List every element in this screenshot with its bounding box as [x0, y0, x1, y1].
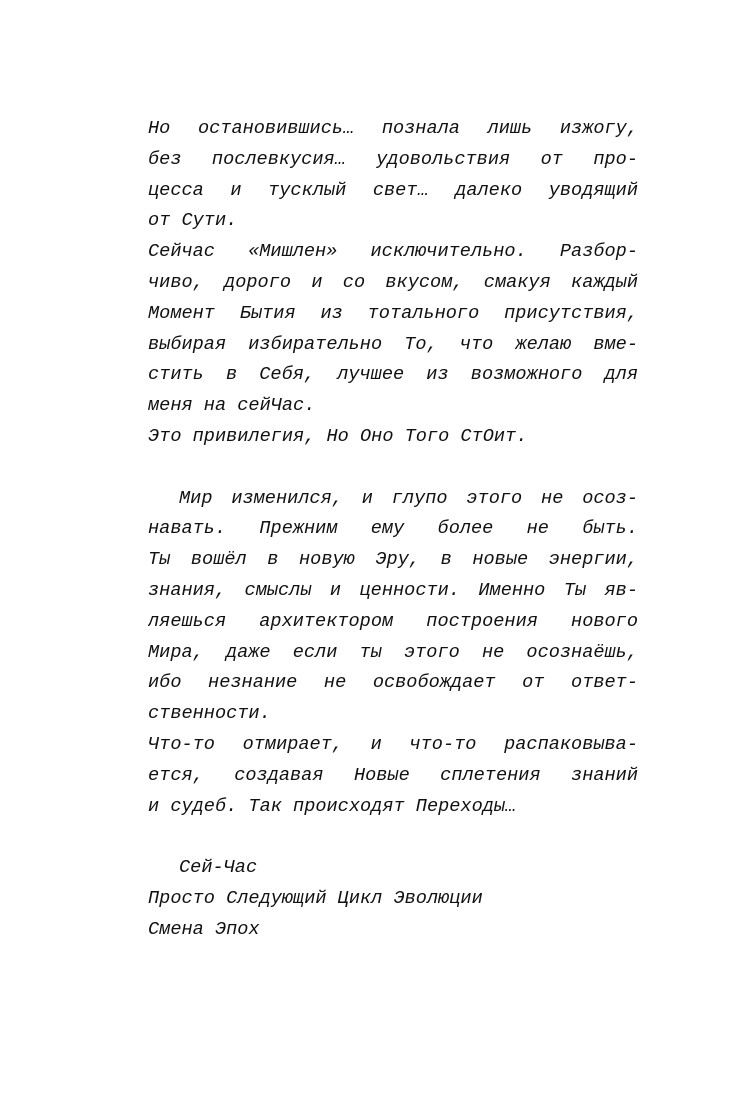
text-line: навать. Прежним ему более не быть.: [148, 518, 638, 540]
text-line: Смена Эпох: [148, 918, 260, 940]
text-line: от Сути.: [148, 210, 238, 232]
text-line: Сейчас «Мишлен» исключительно. Разбор-: [148, 241, 638, 263]
text-line: Но остановившись… познала лишь изжогу,: [148, 118, 638, 139]
text-line: Ты вошёл в новую Эру, в новые энергии,: [148, 549, 638, 571]
document-page: [148, 114, 638, 946]
paragraph-1: [148, 114, 638, 453]
text-line: ляешься архитектором построения нового: [148, 610, 638, 632]
text-line: Момент Бытия из тотального присутствия,: [148, 302, 638, 324]
text-line: Что-то отмирает, и что-то распаковыва-: [148, 733, 638, 755]
text-line: Просто Следующий Цикл Эволюции: [148, 887, 483, 909]
text-line: стить в Себя, лучшее из возможного для: [148, 364, 638, 386]
paragraph-spacer: [148, 453, 638, 484]
paragraph-3: [148, 853, 638, 945]
text-line: без послевкусия… удовольствия от про-: [148, 148, 638, 170]
text-line: и судеб. Так происходят Переходы…: [148, 795, 517, 817]
paragraph-2: [148, 484, 638, 823]
text-line: ибо незнание не освобождает от ответ-: [148, 672, 638, 694]
text-line: выбирая избирательно То, что желаю вме-: [148, 333, 638, 355]
text-line: знания, смыслы и ценности. Именно Ты яв-: [148, 579, 638, 601]
text-line: цесса и тусклый свет… далеко уводящий: [148, 179, 638, 201]
text-line: меня на сейЧас.: [148, 395, 316, 417]
text-line: чиво, дорого и со вкусом, смакуя каждый: [148, 271, 638, 293]
text-line: ственности.: [148, 703, 271, 725]
text-line: Мира, даже если ты этого не осознаёшь,: [148, 641, 638, 663]
text-line: Мир изменился, и глупо этого не осоз-: [179, 487, 638, 509]
text-line: Сей-Час: [179, 857, 258, 879]
paragraph-spacer: [148, 822, 638, 853]
text-line: ется, создавая Новые сплетения знаний: [148, 764, 638, 786]
text-line: Это привилегия, Но Оно Того СтОит.: [148, 425, 528, 447]
